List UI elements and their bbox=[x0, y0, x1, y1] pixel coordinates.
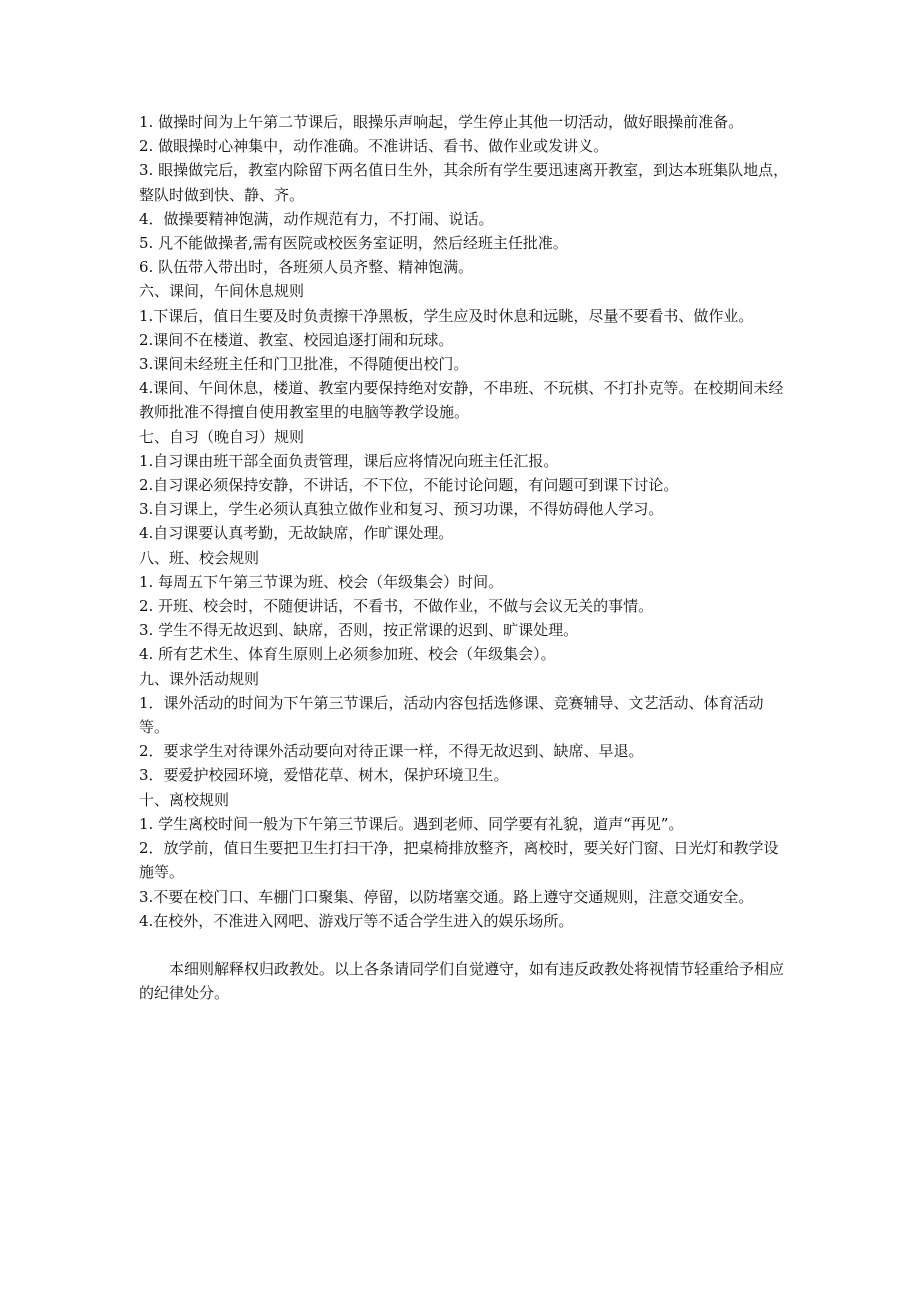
section-heading-self-study-rules: 七、自习（晚自习）规则 bbox=[139, 427, 305, 446]
rule-item: 4.自习课要认真考勤，无故缺席，作旷课处理。 bbox=[139, 524, 454, 543]
section-heading-extracurricular-rules: 九、课外活动规则 bbox=[139, 669, 260, 688]
rule-item: 3.自习课上，学生必须认真独立做作业和复习、预习功课，不得妨碍他人学习。 bbox=[139, 500, 664, 519]
section-heading-leaving-school-rules: 十、离校规则 bbox=[139, 790, 230, 809]
rule-item: 3.不要在校门口、车棚门口聚集、停留，以防堵塞交通。路上遵守交通规则，注意交通安全。 bbox=[139, 887, 754, 906]
rule-item: 4.在校外，不准进入网吧、游戏厅等不适合学生进入的娱乐场所。 bbox=[139, 911, 574, 930]
rule-item: 4．做操要精神饱满，动作规范有力，不打闹、说话。 bbox=[139, 209, 494, 228]
rule-item: 4. 所有艺术生、体育生原则上必须参加班、校会（年级集会）。 bbox=[139, 645, 556, 664]
rule-item: 1.自习课由班干部全面负责管理，课后应将情况向班主任汇报。 bbox=[139, 451, 559, 470]
rule-item: 2．放学前，值日生要把卫生打扫干净，把桌椅排放整齐，离校时，要关好门窗、日光灯和教学设施等。 bbox=[139, 839, 779, 882]
rule-item: 1. 每周五下午第三节课为班、校会（年级集会）时间。 bbox=[139, 572, 504, 591]
rule-item: 3．要爱护校园环境，爱惜花草、树木，保护环境卫生。 bbox=[139, 766, 509, 785]
rule-item: 2．要求学生对待课外活动要向对待正课一样，不得无故迟到、缺席、早退。 bbox=[139, 742, 644, 761]
rule-item: 3. 眼操做完后，教室内除留下两名值日生外，其余所有学生要迅速离开教室，到达本班集队地点，整队时做到快、静、齐。 bbox=[139, 161, 789, 204]
rule-item: 3.课间未经班主任和门卫批准，不得随便出校门。 bbox=[139, 355, 469, 374]
section-heading-break-rules: 六、课间，午间休息规则 bbox=[139, 282, 305, 301]
rule-item: 1. 做操时间为上午第二节课后，眼操乐声响起，学生停止其他一切活动，做好眼操前准备。 bbox=[139, 113, 744, 131]
rule-item: 5. 凡不能做操者,需有医院或校医务室证明，然后经班主任批准。 bbox=[139, 234, 568, 253]
rule-item: 1. 学生离校时间一般为下午第三节课后。遇到老师、同学要有礼貌，道声“再见”。 bbox=[139, 814, 684, 833]
rule-item: 1.下课后，值日生要及时负责擦干净黑板，学生应及时休息和远眺，尽量不要看书、做作业。 bbox=[139, 306, 754, 325]
rule-item: 2. 做眼操时心神集中，动作准确。不准讲话、看书、做作业或发讲义。 bbox=[139, 137, 609, 156]
rules-text-body bbox=[139, 110, 789, 1005]
rule-item: 4.课间、午间休息，楼道、教室内要保持绝对安静，不串班、不玩棋、不打扑克等。在校期间未经教师批准不得擅自使用教室里的电脑等教学设施。 bbox=[139, 379, 784, 422]
rule-item: 6. 队伍带入带出时，各班须人员齐整、精神饱满。 bbox=[139, 258, 474, 277]
rule-item: 1．课外活动的时间为下午第三节课后，活动内容包括选修课、竞赛辅导、文艺活动、体育活动等。 bbox=[139, 693, 764, 737]
section-heading-class-meeting-rules: 八、班、校会规则 bbox=[139, 548, 260, 567]
rule-item: 2.课间不在楼道、教室、校园追逐打闹和玩球。 bbox=[139, 330, 454, 349]
closing-statement: 本细则解释权归政教处。以上各条请同学们自觉遵守，如有违反政教处将视情节轻重给予相应的纪律处分。 bbox=[139, 959, 785, 1003]
rule-item: 3. 学生不得无故迟到、缺席，否则，按正常课的迟到、旷课处理。 bbox=[139, 621, 579, 640]
rule-item: 2.自习课必须保持安静，不讲话，不下位，不能讨论问题，有问题可到课下讨论。 bbox=[139, 476, 679, 495]
rule-item: 2. 开班、校会时，不随便讲话，不看书，不做作业，不做与会议无关的事情。 bbox=[139, 597, 654, 616]
